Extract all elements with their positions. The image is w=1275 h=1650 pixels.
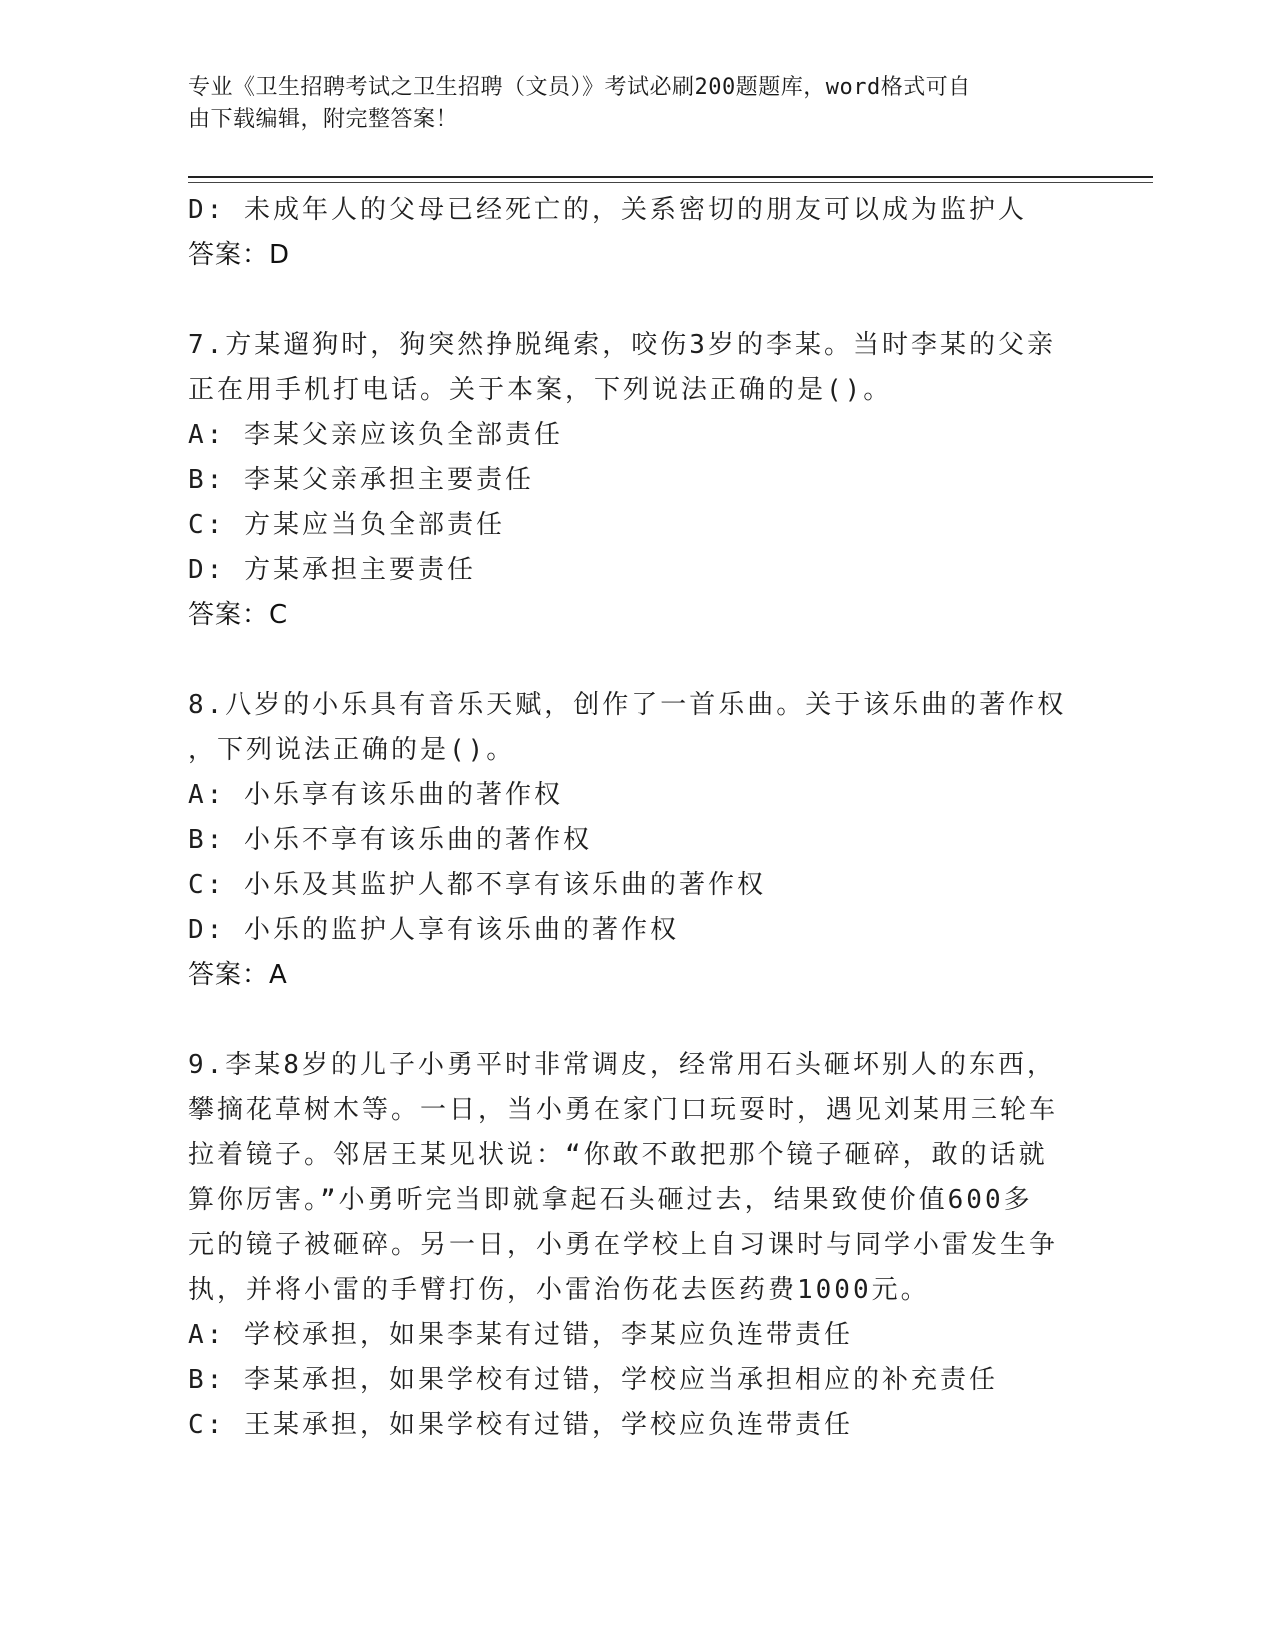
question-text-line: 7.方某遛狗时，狗突然挣脱绳索，咬伤3岁的李某。当时李某的父亲 <box>188 330 1056 360</box>
question-text-line: 9.李某8岁的儿子小勇平时非常调皮，经常用石头砸坏别人的东西， <box>188 1050 1056 1080</box>
spacer <box>188 998 1068 1043</box>
prev-question-block <box>188 188 1068 278</box>
option-c: C: 王某承担，如果学校有过错，学校应负连带责任 <box>188 1410 853 1440</box>
question-text-line: 元的镜子被砸碎。另一日，小勇在学校上自习课时与同学小雷发生争 <box>188 1230 1059 1260</box>
question-text-line: 算你厉害。”小勇听完当即就拿起石头砸过去，结果致使价值600多 <box>188 1185 1033 1215</box>
question-content <box>188 188 1068 1448</box>
option-a: A: 李某父亲应该负全部责任 <box>188 420 563 450</box>
option-d: D: 未成年人的父母已经死亡的，关系密切的朋友可以成为监护人 <box>188 195 1027 225</box>
question-text-line: 攀摘花草树木等。一日，当小勇在家门口玩耍时，遇见刘某用三轮车 <box>188 1095 1059 1125</box>
question-text-line: 正在用手机打电话。关于本案，下列说法正确的是()。 <box>188 375 893 405</box>
option-b: B: 小乐不享有该乐曲的著作权 <box>188 825 592 855</box>
option-d: D: 小乐的监护人享有该乐曲的著作权 <box>188 915 679 945</box>
option-d: D: 方某承担主要责任 <box>188 555 476 585</box>
spacer <box>188 638 1068 683</box>
answer-line: 答案：C <box>188 600 289 630</box>
option-b: B: 李某父亲承担主要责任 <box>188 465 534 495</box>
option-a: A: 学校承担，如果李某有过错，李某应负连带责任 <box>188 1320 853 1350</box>
question-7 <box>188 323 1068 638</box>
question-text-line: ，下列说法正确的是()。 <box>188 735 516 765</box>
answer-line: 答案：D <box>188 240 291 270</box>
option-b: B: 李某承担，如果学校有过错，学校应当承担相应的补充责任 <box>188 1365 998 1395</box>
question-text-line: 8.八岁的小乐具有音乐天赋，创作了一首乐曲。关于该乐曲的著作权 <box>188 690 1067 720</box>
option-c: C: 小乐及其监护人都不享有该乐曲的著作权 <box>188 870 766 900</box>
document-header <box>188 72 1068 136</box>
option-a: A: 小乐享有该乐曲的著作权 <box>188 780 563 810</box>
option-c: C: 方某应当负全部责任 <box>188 510 505 540</box>
answer-line: 答案：A <box>188 960 288 990</box>
question-8 <box>188 683 1068 998</box>
header-divider-thin <box>188 182 1153 183</box>
header-divider-thick <box>188 176 1153 178</box>
question-text-line: 执，并将小雷的手臂打伤，小雷治伤花去医药费1000元。 <box>188 1275 930 1305</box>
header-line-1: 专业《卫生招聘考试之卫生招聘（文员）》考试必刷200题题库，word格式可自 <box>188 75 971 100</box>
question-text-line: 拉着镜子。邻居王某见状说：“你敢不敢把那个镜子砸碎，敢的话就 <box>188 1140 1048 1170</box>
question-9 <box>188 1043 1068 1448</box>
header-line-2: 由下载编辑，附完整答案！ <box>188 107 459 132</box>
spacer <box>188 278 1068 323</box>
